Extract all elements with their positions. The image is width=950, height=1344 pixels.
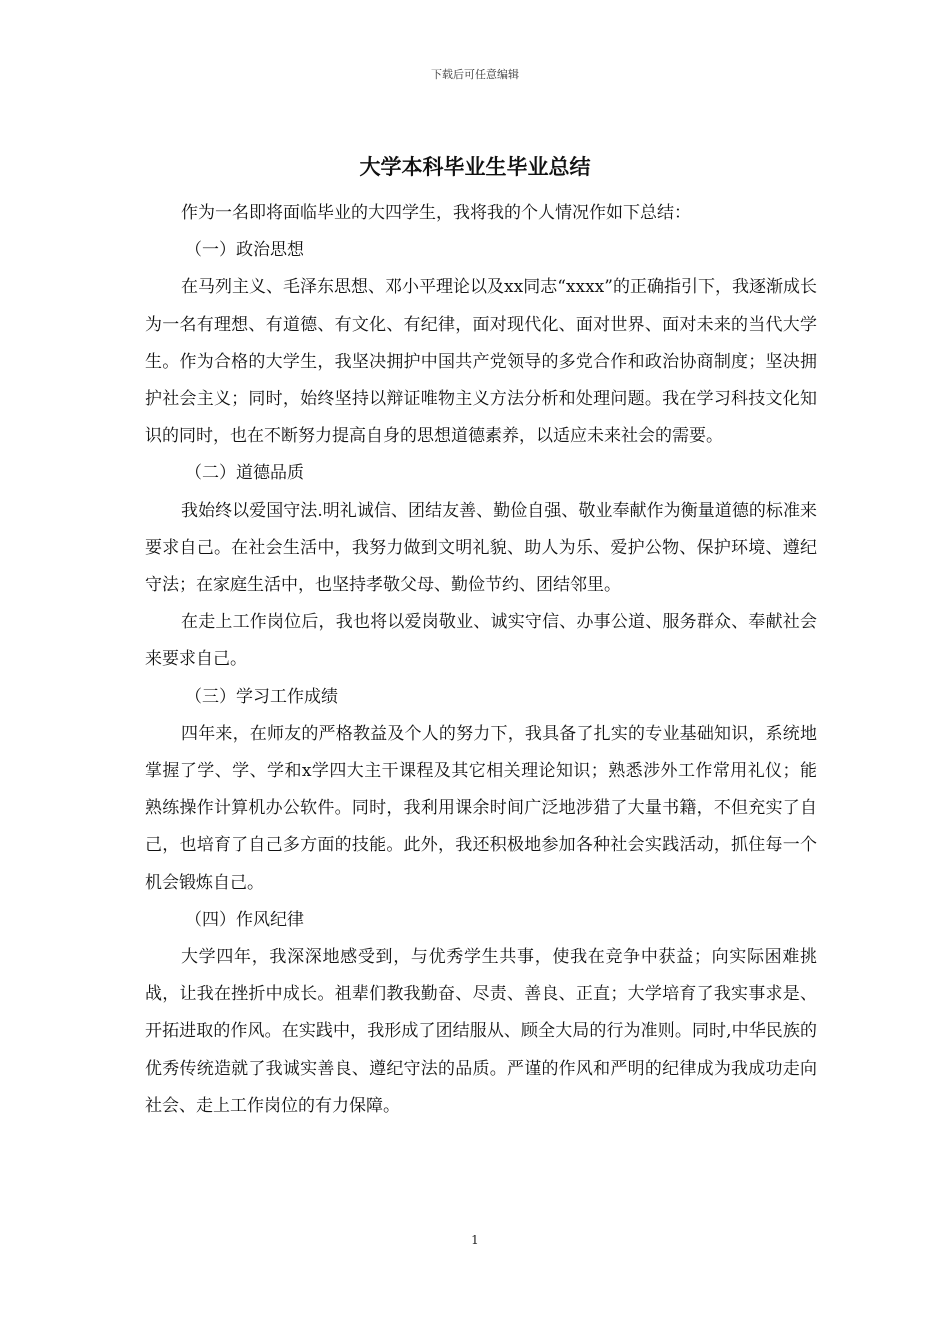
document-body bbox=[145, 195, 817, 1125]
paragraph-politics: 在马列主义、毛泽东思想、邓小平理论以及xx同志“xxxx”的正确指引下，我逐渐成长为一名有理想、有道德、有文化、有纪律，面对现代化、面对世界、面对未来的当代大学生。作为合格的大学生，我坚决拥护中国共产党领导的多党合作和政治协商制度；坚决拥护社会主义；同时，始终坚持以辩证唯物主义方法分析和处理问题。我在学习科技文化知识的同时，也在不断努力提高自身的思想道德素养，以适应未来社会的需要。 bbox=[145, 277, 817, 447]
section-heading-study: （三）学习工作成绩 bbox=[185, 686, 338, 707]
paragraph-discipline: 大学四年，我深深地感受到，与优秀学生共事，使我在竞争中获益；向实际困难挑战，让我在挫折中成长。祖辈们教我勤奋、尽责、善良、正直；大学培育了我实事求是、开拓进取的作风。在实践中，我形成了团结服从、顾全大局的行为准则。同时,中华民族的优秀传统造就了我诚实善良、遵纪守法的品质。严谨的作风和严明的纪律成为我成功走向社会、走上工作岗位的有力保障。 bbox=[145, 947, 817, 1116]
section-heading-discipline: （四）作风纪律 bbox=[185, 909, 304, 930]
document-title: 大学本科毕业生毕业总结 bbox=[359, 155, 591, 179]
paragraph-study: 四年来，在师友的严格教益及个人的努力下，我具备了扎实的专业基础知识，系统地掌握了学、学、学和x学四大主干课程及其它相关理论知识；熟悉涉外工作常用礼仪；能熟练操作计算机办公软件。同时，我利用课余时间广泛地涉猎了大量书籍，不但充实了自己，也培育了自己多方面的技能。此外，我还积极地参加各种社会实践活动，抓住每一个机会锻炼自己。 bbox=[145, 723, 817, 893]
intro-paragraph: 作为一名即将面临毕业的大四学生，我将我的个人情况作如下总结： bbox=[181, 203, 691, 223]
section-heading-politics: （一）政治思想 bbox=[185, 240, 304, 261]
page-number: 1 bbox=[471, 1233, 479, 1247]
paragraph-morality: 我始终以爱国守法.明礼诚信、团结友善、勤俭自强、敬业奉献作为衡量道德的标准来要求自己。在社会生活中，我努力做到文明礼貌、助人为乐、爱护公物、保护环境、遵纪守法；在家庭生活中，也坚持孝敬父母、勤俭节约、团结邻里。 bbox=[145, 500, 817, 596]
section-heading-morality: （二）道德品质 bbox=[185, 463, 304, 484]
page-header: 下载后可任意编辑 bbox=[431, 68, 519, 81]
paragraph-work-attitude: 在走上工作岗位后，我也将以爱岗敬业、诚实守信、办事公道、服务群众、奉献社会来要求自己。 bbox=[145, 612, 817, 670]
